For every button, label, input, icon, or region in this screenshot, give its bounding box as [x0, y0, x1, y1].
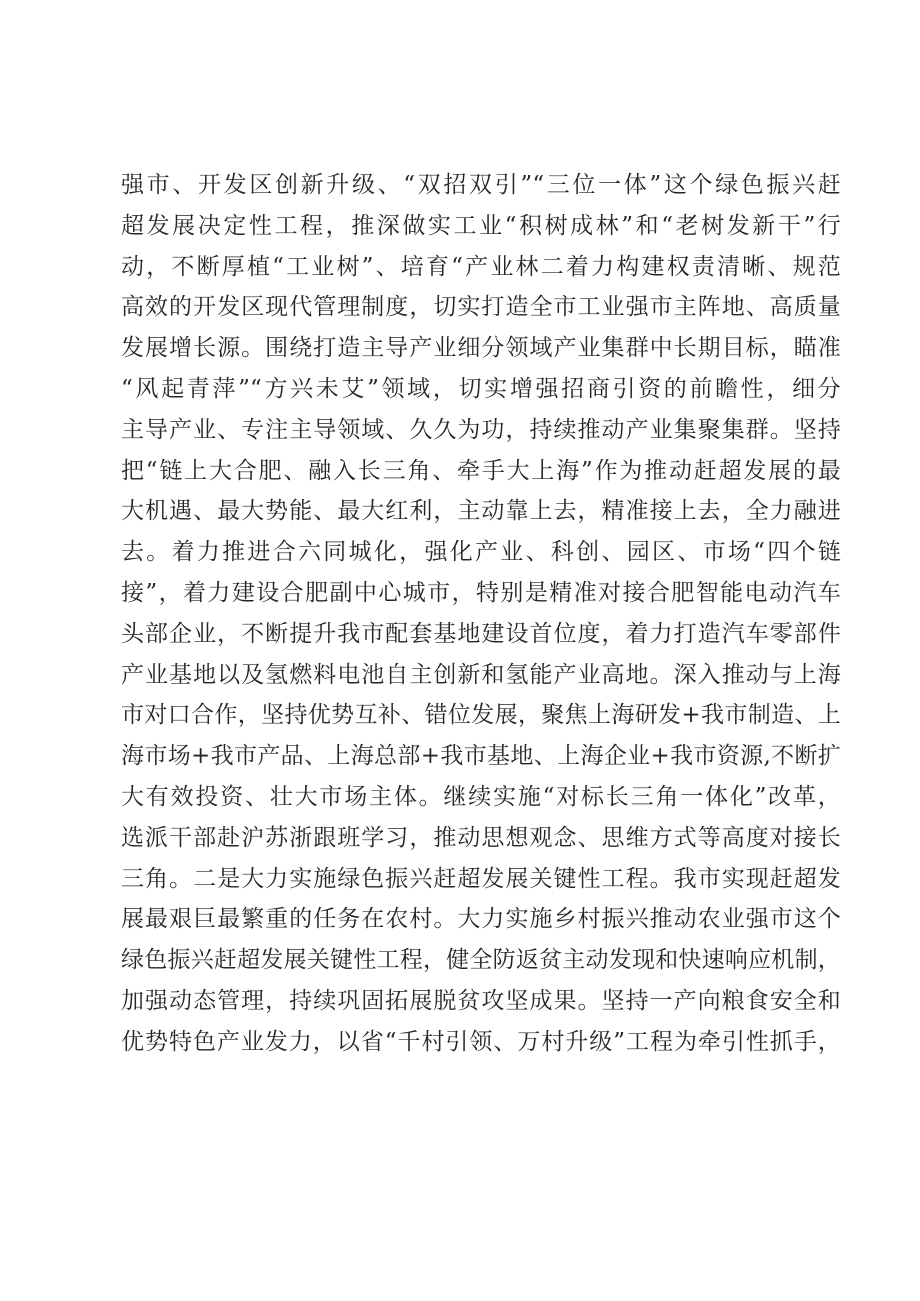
text-line: 超发展决定性工程，推深做实工业“积树成林”和“老树发新干”行	[121, 212, 841, 239]
text-line: 把“链上大合肥、融入长三角、牵手大上海”作为推动赶超发展的最	[121, 457, 841, 484]
body-paragraph	[121, 165, 841, 1063]
text-line: 优势特色产业发力，以省“千村引领、万村升级”工程为牵引性抓手，	[121, 1028, 841, 1055]
text-line: 市对口合作，坚持优势互补、错位发展，聚焦上海研发+我市制造、上	[121, 702, 841, 729]
text-line: 去。着力推进合六同城化，强化产业、科创、园区、市场“四个链	[121, 539, 841, 566]
text-line: 三角。二是大力实施绿色振兴赶超发展关键性工程。我市实现赶超发	[121, 865, 841, 892]
text-line: “风起青萍”“方兴未艾”领域，切实增强招商引资的前瞻性，细分	[121, 375, 841, 402]
text-line: 大机遇、最大势能、最大红利，主动靠上去，精准接上去，全力融进	[121, 498, 841, 525]
text-line: 高效的开发区现代管理制度，切实打造全市工业强市主阵地、高质量	[121, 294, 841, 321]
text-line: 产业基地以及氢燃料电池自主创新和氢能产业高地。深入推动与上海	[121, 661, 841, 688]
text-line: 强市、开发区创新升级、“双招双引”“三位一体”这个绿色振兴赶	[121, 172, 841, 198]
text-line: 展最艰巨最繁重的任务在农村。大力实施乡村振兴推动农业强市这个	[121, 906, 841, 933]
text-line: 头部企业，不断提升我市配套基地建设首位度，着力打造汽车零部件	[121, 620, 841, 647]
text-line: 主导产业、专注主导领域、久久为功，持续推动产业集聚集群。坚持	[121, 416, 841, 443]
text-line: 绿色振兴赶超发展关键性工程，健全防返贫主动发现和快速响应机制，	[121, 947, 841, 974]
text-line: 选派干部赴沪苏浙跟班学习，推动思想观念、思维方式等高度对接长	[121, 824, 841, 851]
text-line: 加强动态管理，持续巩固拓展脱贫攻坚成果。坚持一产向粮食安全和	[121, 987, 841, 1014]
text-line: 海市场+我市产品、上海总部+我市基地、上海企业+我市资源,不断扩	[121, 743, 841, 770]
text-line: 动，不断厚植“工业树”、培育“产业林二着力构建权责清晰、规范	[121, 253, 841, 280]
text-line: 接”，着力建设合肥副中心城市，特别是精准对接合肥智能电动汽车	[121, 579, 841, 606]
text-line: 大有效投资、壮大市场主体。继续实施“对标长三角一体化”改革，	[121, 783, 841, 810]
text-line: 发展增长源。围绕打造主导产业细分领域产业集群中长期目标，瞄准	[121, 335, 841, 362]
